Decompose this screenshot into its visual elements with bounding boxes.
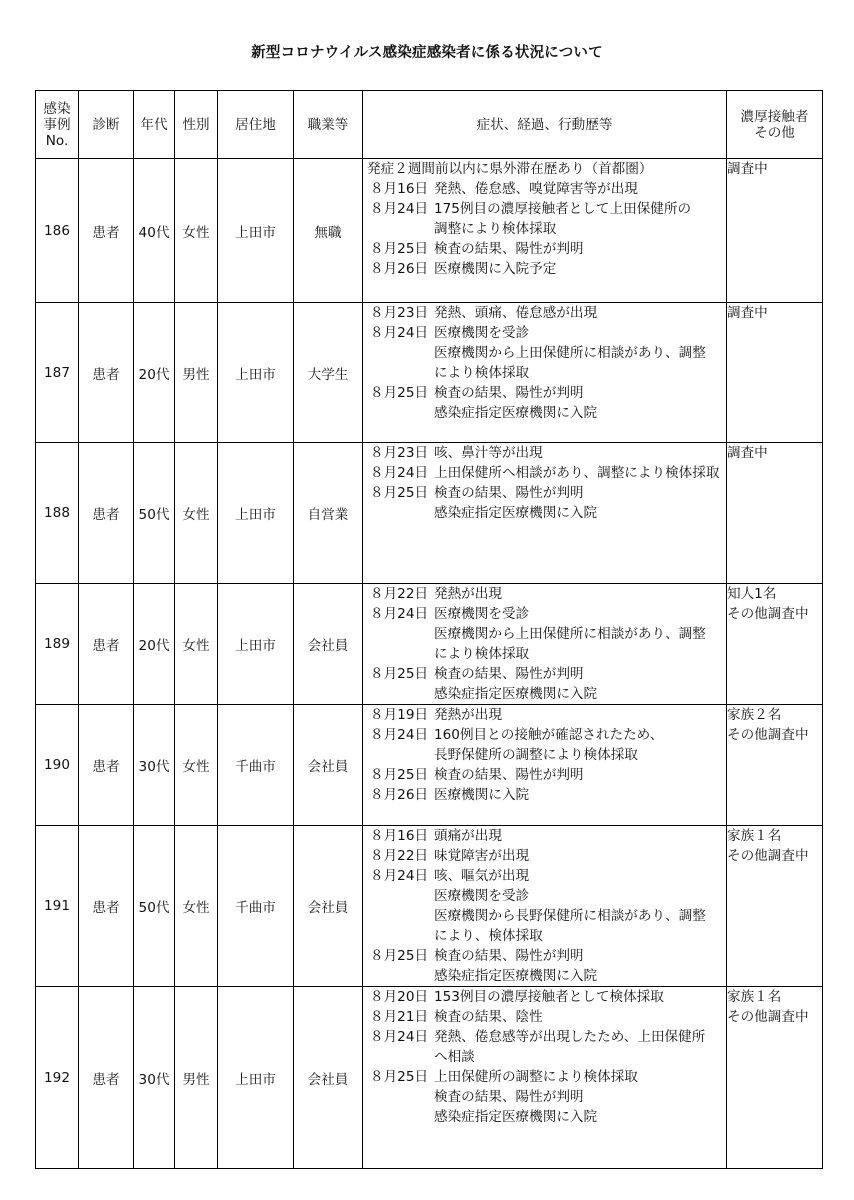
- occupation-cell: 会社員: [294, 826, 363, 987]
- entry-text: 検査の結果、陽性が判明: [434, 1089, 584, 1105]
- age-cell: 20代: [134, 584, 175, 705]
- history-entry: [363, 199, 726, 219]
- entry-date: ８月22日: [370, 848, 429, 864]
- history-entry: [363, 1007, 726, 1027]
- history-entry: [363, 343, 726, 363]
- entry-date: [370, 926, 434, 946]
- age-cell: 30代: [134, 987, 175, 1169]
- sex-cell: 女性: [175, 705, 218, 826]
- history-cell: [363, 303, 727, 443]
- entry-text: 医療機関から上田保健所に相談があり、調整: [434, 345, 706, 361]
- entry-date: ８月25日: [370, 241, 429, 257]
- contacts-line: その他調査中: [727, 727, 809, 743]
- case-row: [36, 705, 823, 826]
- history-cell: [363, 159, 727, 303]
- entry-date: ８月25日: [370, 1069, 429, 1085]
- entry-text: 153例目の濃厚接触者として検体採取: [434, 989, 664, 1005]
- contacts-cell: [727, 303, 823, 443]
- entry-text: により検体採取: [434, 365, 530, 381]
- diagnosis-cell: 患者: [79, 443, 134, 584]
- history-entry: [363, 906, 726, 926]
- history-entry: [363, 383, 726, 403]
- entry-text: により検体採取: [434, 646, 530, 662]
- history-entry: [363, 584, 726, 604]
- sex-cell: 男性: [175, 987, 218, 1169]
- header-case-no-line: No.: [45, 132, 69, 149]
- history-entry: [363, 503, 726, 523]
- history-entry: [363, 705, 726, 725]
- entry-date: [370, 1107, 434, 1127]
- case-rows: [36, 159, 823, 1169]
- sex-cell: 女性: [175, 159, 218, 303]
- entry-date: [370, 1047, 434, 1067]
- document-title: 新型コロナウイルス感染症感染者に係る状況について: [251, 45, 603, 61]
- entry-text: により、検体採取: [434, 928, 543, 944]
- diagnosis-cell: 患者: [79, 584, 134, 705]
- history-entry: [363, 866, 726, 886]
- sex-cell: 女性: [175, 584, 218, 705]
- entry-date: ８月24日: [370, 606, 429, 622]
- diagnosis-cell: 患者: [79, 159, 134, 303]
- entry-text: 長野保健所の調整により検体採取: [434, 747, 638, 763]
- entry-date: ８月23日: [370, 305, 429, 321]
- history-entry: [363, 239, 726, 259]
- history-entry: [363, 644, 726, 664]
- entry-text: 検査の結果、陰性: [434, 1009, 543, 1025]
- case-row: [36, 159, 823, 303]
- entry-date: ８月26日: [370, 261, 429, 277]
- occupation-cell: 自営業: [294, 443, 363, 584]
- entry-text: 発熱が出現: [434, 707, 502, 723]
- entry-date: [370, 644, 434, 664]
- history-entry: [363, 846, 726, 866]
- contacts-cell: [727, 826, 823, 987]
- history-entry: [363, 463, 726, 483]
- entry-text: 検査の結果、陽性が判明: [434, 767, 584, 783]
- case-number-cell: 188: [36, 443, 79, 584]
- header-residence: 居住地: [218, 91, 294, 159]
- entry-date: [370, 966, 434, 986]
- entry-date: [370, 403, 434, 423]
- contacts-line: その他調査中: [727, 848, 809, 864]
- case-table: [35, 90, 823, 1169]
- history-cell: [363, 584, 727, 705]
- case-number-cell: 191: [36, 826, 79, 987]
- entry-date: ８月16日: [370, 828, 429, 844]
- entry-text: 検査の結果、陽性が判明: [434, 241, 584, 257]
- entry-date: [370, 219, 434, 239]
- entry-date: ８月25日: [370, 666, 429, 682]
- entry-text: 医療機関から上田保健所に相談があり、調整: [434, 626, 706, 642]
- header-contacts: [727, 91, 823, 159]
- history-entry: [363, 604, 726, 624]
- header-history: 症状、経過、行動歴等: [363, 91, 727, 159]
- header-case-no: [36, 91, 79, 159]
- entry-date: [370, 363, 434, 383]
- history-entry: [363, 826, 726, 846]
- entry-text: 医療機関から長野保健所に相談があり、調整: [434, 908, 706, 924]
- entry-text: 発熱が出現: [434, 586, 502, 602]
- entry-date: ８月20日: [370, 989, 429, 1005]
- residence-cell: 千曲市: [218, 705, 294, 826]
- entry-date: ８月25日: [370, 385, 429, 401]
- history-entry: [363, 1027, 726, 1047]
- entry-date: [370, 886, 434, 906]
- history-entry: [363, 303, 726, 323]
- history-entry: [363, 966, 726, 986]
- entry-date: ８月24日: [370, 1029, 429, 1045]
- entry-text: 検査の結果、陽性が判明: [434, 948, 584, 964]
- contacts-line: 調査中: [727, 445, 768, 461]
- header-occupation: 職業等: [294, 91, 363, 159]
- case-row: [36, 987, 823, 1169]
- entry-text: 感染症指定医療機関に入院: [434, 686, 598, 702]
- history-cell: [363, 443, 727, 584]
- case-number-cell: 190: [36, 705, 79, 826]
- history-entry: [363, 684, 726, 704]
- entry-date: [370, 684, 434, 704]
- history-entry: [363, 363, 726, 383]
- entry-text: 味覚障害が出現: [434, 848, 530, 864]
- age-cell: 30代: [134, 705, 175, 826]
- history-entry: [363, 624, 726, 644]
- entry-text: 感染症指定医療機関に入院: [434, 405, 598, 421]
- entry-date: ８月25日: [370, 948, 429, 964]
- case-row: [36, 303, 823, 443]
- case-number-cell: 192: [36, 987, 79, 1169]
- header-case-no-line: 事例: [43, 116, 71, 133]
- residence-cell: 上田市: [218, 303, 294, 443]
- history-cell: [363, 826, 727, 987]
- entry-text: 175例目の濃厚接触者として上田保健所の: [434, 201, 692, 217]
- entry-date: ８月24日: [370, 465, 429, 481]
- entry-date: [370, 1087, 434, 1107]
- occupation-cell: 大学生: [294, 303, 363, 443]
- history-entry: [363, 1087, 726, 1107]
- entry-text: 検査の結果、陽性が判明: [434, 385, 584, 401]
- header-row: [36, 91, 823, 159]
- contacts-line: 家族１名: [727, 828, 782, 844]
- history-entry: [363, 926, 726, 946]
- residence-cell: 上田市: [218, 443, 294, 584]
- history-entry: [363, 483, 726, 503]
- entry-text: 頭痛が出現: [434, 828, 502, 844]
- header-contacts-line: 濃厚接触者: [740, 108, 809, 125]
- entry-text: 160例目との接触が確認されたため、: [434, 727, 664, 743]
- history-entry: [363, 259, 726, 279]
- contacts-cell: [727, 705, 823, 826]
- entry-date: ８月24日: [370, 868, 429, 884]
- history-entry: [363, 443, 726, 463]
- contacts-cell: [727, 584, 823, 705]
- entry-text: 調整により検体採取: [434, 221, 557, 237]
- contacts-line: 家族１名: [727, 989, 782, 1005]
- case-row: [36, 443, 823, 584]
- entry-date: ８月24日: [370, 727, 429, 743]
- sex-cell: 女性: [175, 443, 218, 584]
- residence-cell: 上田市: [218, 584, 294, 705]
- history-cell: [363, 705, 727, 826]
- history-entry: [363, 179, 726, 199]
- history-entry: [363, 946, 726, 966]
- history-entry: [363, 725, 726, 745]
- entry-text: 感染症指定医療機関に入院: [434, 505, 598, 521]
- entry-date: ８月26日: [370, 787, 429, 803]
- contacts-line: 調査中: [727, 305, 768, 321]
- entry-date: [370, 745, 434, 765]
- residence-cell: 上田市: [218, 987, 294, 1169]
- history-entry: [363, 1047, 726, 1067]
- age-cell: 20代: [134, 303, 175, 443]
- entry-date: ８月24日: [370, 325, 429, 341]
- entry-text: 検査の結果、陽性が判明: [434, 666, 584, 682]
- sex-cell: 女性: [175, 826, 218, 987]
- entry-date: ８月25日: [370, 767, 429, 783]
- occupation-cell: 無職: [294, 159, 363, 303]
- history-entry: [363, 765, 726, 785]
- contacts-cell: [727, 443, 823, 584]
- entry-date: ８月22日: [370, 586, 429, 602]
- entry-date: ８月16日: [370, 181, 429, 197]
- entry-text: へ相談: [434, 1049, 475, 1065]
- entry-text: 発熱、倦怠感、嗅覚障害等が出現: [434, 181, 638, 197]
- case-number-cell: 189: [36, 584, 79, 705]
- diagnosis-cell: 患者: [79, 826, 134, 987]
- history-note: 発症２週間前以内に県外滞在歴あり（首都圏）: [367, 161, 653, 177]
- header-contacts-line: その他: [754, 124, 795, 141]
- contacts-cell: [727, 159, 823, 303]
- header-diagnosis: 診断: [79, 91, 134, 159]
- entry-date: ８月25日: [370, 485, 429, 501]
- entry-date: [370, 503, 434, 523]
- history-entry: [363, 403, 726, 423]
- header-case-no-line: 感染: [43, 100, 71, 117]
- case-number-cell: 186: [36, 159, 79, 303]
- entry-text: 医療機関を受診: [434, 888, 530, 904]
- case-number-cell: 187: [36, 303, 79, 443]
- entry-text: 上田保健所の調整により検体採取: [434, 1069, 638, 1085]
- entry-text: 咳、嘔気が出現: [434, 868, 530, 884]
- entry-text: 感染症指定医療機関に入院: [434, 968, 598, 984]
- entry-text: 検査の結果、陽性が判明: [434, 485, 584, 501]
- entry-text: 感染症指定医療機関に入院: [434, 1109, 598, 1125]
- entry-text: 医療機関を受診: [434, 606, 530, 622]
- residence-cell: 千曲市: [218, 826, 294, 987]
- entry-text: 医療機関に入院: [434, 787, 530, 803]
- diagnosis-cell: 患者: [79, 705, 134, 826]
- history-cell: [363, 987, 727, 1169]
- history-entry: [363, 987, 726, 1007]
- entry-date: [370, 624, 434, 644]
- history-entry: [363, 323, 726, 343]
- contacts-line: その他調査中: [727, 1009, 809, 1025]
- entry-date: [370, 343, 434, 363]
- occupation-cell: 会社員: [294, 584, 363, 705]
- age-cell: 40代: [134, 159, 175, 303]
- entry-text: 発熱、頭痛、倦怠感が出現: [434, 305, 598, 321]
- case-row: [36, 584, 823, 705]
- contacts-cell: [727, 987, 823, 1169]
- diagnosis-cell: 患者: [79, 987, 134, 1169]
- entry-text: 上田保健所へ相談があり、調整により検体採取: [434, 465, 720, 481]
- history-entry: [363, 785, 726, 805]
- contacts-line: 知人1名: [727, 586, 777, 602]
- occupation-cell: 会社員: [294, 705, 363, 826]
- entry-text: 発熱、倦怠感等が出現したため、上田保健所: [434, 1029, 706, 1045]
- entry-date: ８月21日: [370, 1009, 429, 1025]
- entry-date: [370, 906, 434, 926]
- age-cell: 50代: [134, 443, 175, 584]
- contacts-line: 調査中: [727, 161, 768, 177]
- entry-date: ８月19日: [370, 707, 429, 723]
- history-entry: [363, 886, 726, 906]
- entry-date: ８月24日: [370, 201, 429, 217]
- age-cell: 50代: [134, 826, 175, 987]
- history-entry: [363, 1067, 726, 1087]
- history-entry: [363, 219, 726, 239]
- header-sex: 性別: [175, 91, 218, 159]
- history-entry: [363, 664, 726, 684]
- diagnosis-cell: 患者: [79, 303, 134, 443]
- case-row: [36, 826, 823, 987]
- contacts-line: 家族２名: [727, 707, 782, 723]
- occupation-cell: 会社員: [294, 987, 363, 1169]
- entry-text: 医療機関に入院予定: [434, 261, 557, 277]
- residence-cell: 上田市: [218, 159, 294, 303]
- history-entry: [363, 1107, 726, 1127]
- sex-cell: 男性: [175, 303, 218, 443]
- entry-text: 医療機関を受診: [434, 325, 530, 341]
- contacts-line: その他調査中: [727, 606, 809, 622]
- history-entry: [363, 745, 726, 765]
- header-age: 年代: [134, 91, 175, 159]
- entry-text: 咳、鼻汁等が出現: [434, 445, 543, 461]
- entry-date: ８月23日: [370, 445, 429, 461]
